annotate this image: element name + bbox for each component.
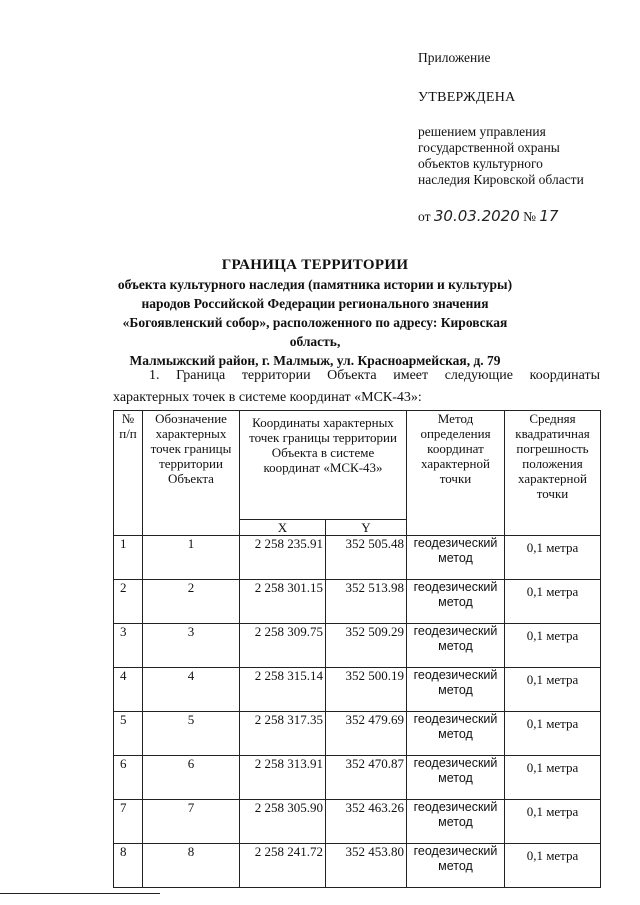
approved-label: УТВЕРЖДЕНА — [418, 90, 516, 105]
table-row — [114, 668, 601, 712]
approval-block — [418, 50, 618, 225]
document-title — [100, 256, 530, 370]
cell-error: 0,1 метра — [505, 844, 601, 888]
paragraph-line: характерных точек в системе координат «МСК-43»: — [113, 390, 422, 405]
cell-error: 0,1 метра — [505, 756, 601, 800]
cell-x: 2 258 313.91 — [240, 756, 326, 800]
paragraph-1 — [113, 365, 600, 409]
cell-method: геодезический метод — [407, 756, 505, 800]
table-row — [114, 580, 601, 624]
header-error: Средняя квадратичная погрешность положения характерной точки — [505, 411, 601, 536]
cell-num: 2 — [114, 580, 143, 624]
coordinates-table — [113, 410, 601, 888]
cell-num: 8 — [114, 844, 143, 888]
cell-num: 7 — [114, 800, 143, 844]
title-line: «Богоявленский собор», расположенного по адресу: Кировская область, — [122, 315, 508, 349]
cell-point: 6 — [143, 756, 240, 800]
decision-line: наследия Кировской области — [418, 172, 584, 187]
cell-method: геодезический метод — [407, 580, 505, 624]
cell-error: 0,1 метра — [505, 580, 601, 624]
table-row — [114, 712, 601, 756]
header-point: Обозначение характерных точек границы территории Объекта — [143, 411, 240, 536]
cell-x: 2 258 305.90 — [240, 800, 326, 844]
cell-point: 4 — [143, 668, 240, 712]
date-prefix: от — [418, 209, 431, 224]
cell-y: 352 470.87 — [326, 756, 407, 800]
cell-method: геодезический метод — [407, 844, 505, 888]
cell-y: 352 479.69 — [326, 712, 407, 756]
cell-method: геодезический метод — [407, 800, 505, 844]
cell-point: 2 — [143, 580, 240, 624]
cell-point: 1 — [143, 536, 240, 580]
header-method: Метод определения координат характерной точки — [407, 411, 505, 536]
cell-y: 352 453.80 — [326, 844, 407, 888]
cell-num: 4 — [114, 668, 143, 712]
cell-y: 352 513.98 — [326, 580, 407, 624]
table-row — [114, 624, 601, 668]
title-line: народов Российской Федерации регионального значения — [141, 296, 489, 311]
cell-x: 2 258 317.35 — [240, 712, 326, 756]
decision-line: объектов культурного — [418, 156, 543, 171]
cell-error: 0,1 метра — [505, 624, 601, 668]
appendix-label: Приложение — [418, 50, 491, 65]
cell-y: 352 500.19 — [326, 668, 407, 712]
cell-num: 3 — [114, 624, 143, 668]
cell-error: 0,1 метра — [505, 668, 601, 712]
cell-y: 352 505.48 — [326, 536, 407, 580]
cell-method: геодезический метод — [407, 536, 505, 580]
number-value: 17 — [539, 207, 559, 225]
cell-point: 5 — [143, 712, 240, 756]
table-row — [114, 536, 601, 580]
cell-x: 2 258 241.72 — [240, 844, 326, 888]
cell-num: 5 — [114, 712, 143, 756]
cell-error: 0,1 метра — [505, 712, 601, 756]
cell-error: 0,1 метра — [505, 536, 601, 580]
header-y: Y — [326, 520, 407, 536]
cell-y: 352 509.29 — [326, 624, 407, 668]
cell-num: 1 — [114, 536, 143, 580]
table-row — [114, 756, 601, 800]
decision-line: государственной охраны — [418, 140, 560, 155]
cell-method: геодезический метод — [407, 624, 505, 668]
date-value: 30.03.2020 — [433, 207, 520, 225]
cell-x: 2 258 301.15 — [240, 580, 326, 624]
paragraph-line: 1. Граница территории Объекта имеет следующие координаты — [149, 368, 600, 383]
cell-x: 2 258 235.91 — [240, 536, 326, 580]
title-main: ГРАНИЦА ТЕРРИТОРИИ — [221, 257, 409, 273]
decision-text — [418, 124, 584, 188]
table-row — [114, 800, 601, 844]
cell-x: 2 258 315.14 — [240, 668, 326, 712]
header-x: X — [240, 520, 326, 536]
header-num: № п/п — [114, 411, 143, 536]
cell-point: 7 — [143, 800, 240, 844]
cell-method: геодезический метод — [407, 668, 505, 712]
cell-point: 8 — [143, 844, 240, 888]
footnote-divider — [0, 893, 160, 894]
cell-error: 0,1 метра — [505, 800, 601, 844]
cell-y: 352 463.26 — [326, 800, 407, 844]
header-coords: Координаты характерных точек границы территории Объекта в системе координат «МСК-43» — [240, 411, 407, 520]
cell-method: геодезический метод — [407, 712, 505, 756]
number-prefix: № — [523, 209, 537, 224]
decision-date — [418, 208, 558, 225]
cell-point: 3 — [143, 624, 240, 668]
cell-num: 6 — [114, 756, 143, 800]
decision-line: решением управления — [418, 124, 546, 139]
table-row — [114, 844, 601, 888]
cell-x: 2 258 309.75 — [240, 624, 326, 668]
title-line: объекта культурного наследия (памятника истории и культуры) — [117, 277, 513, 292]
title-line: Малмыжский район, г. Малмыж, ул. Красноармейская, д. 79 — [129, 353, 501, 368]
